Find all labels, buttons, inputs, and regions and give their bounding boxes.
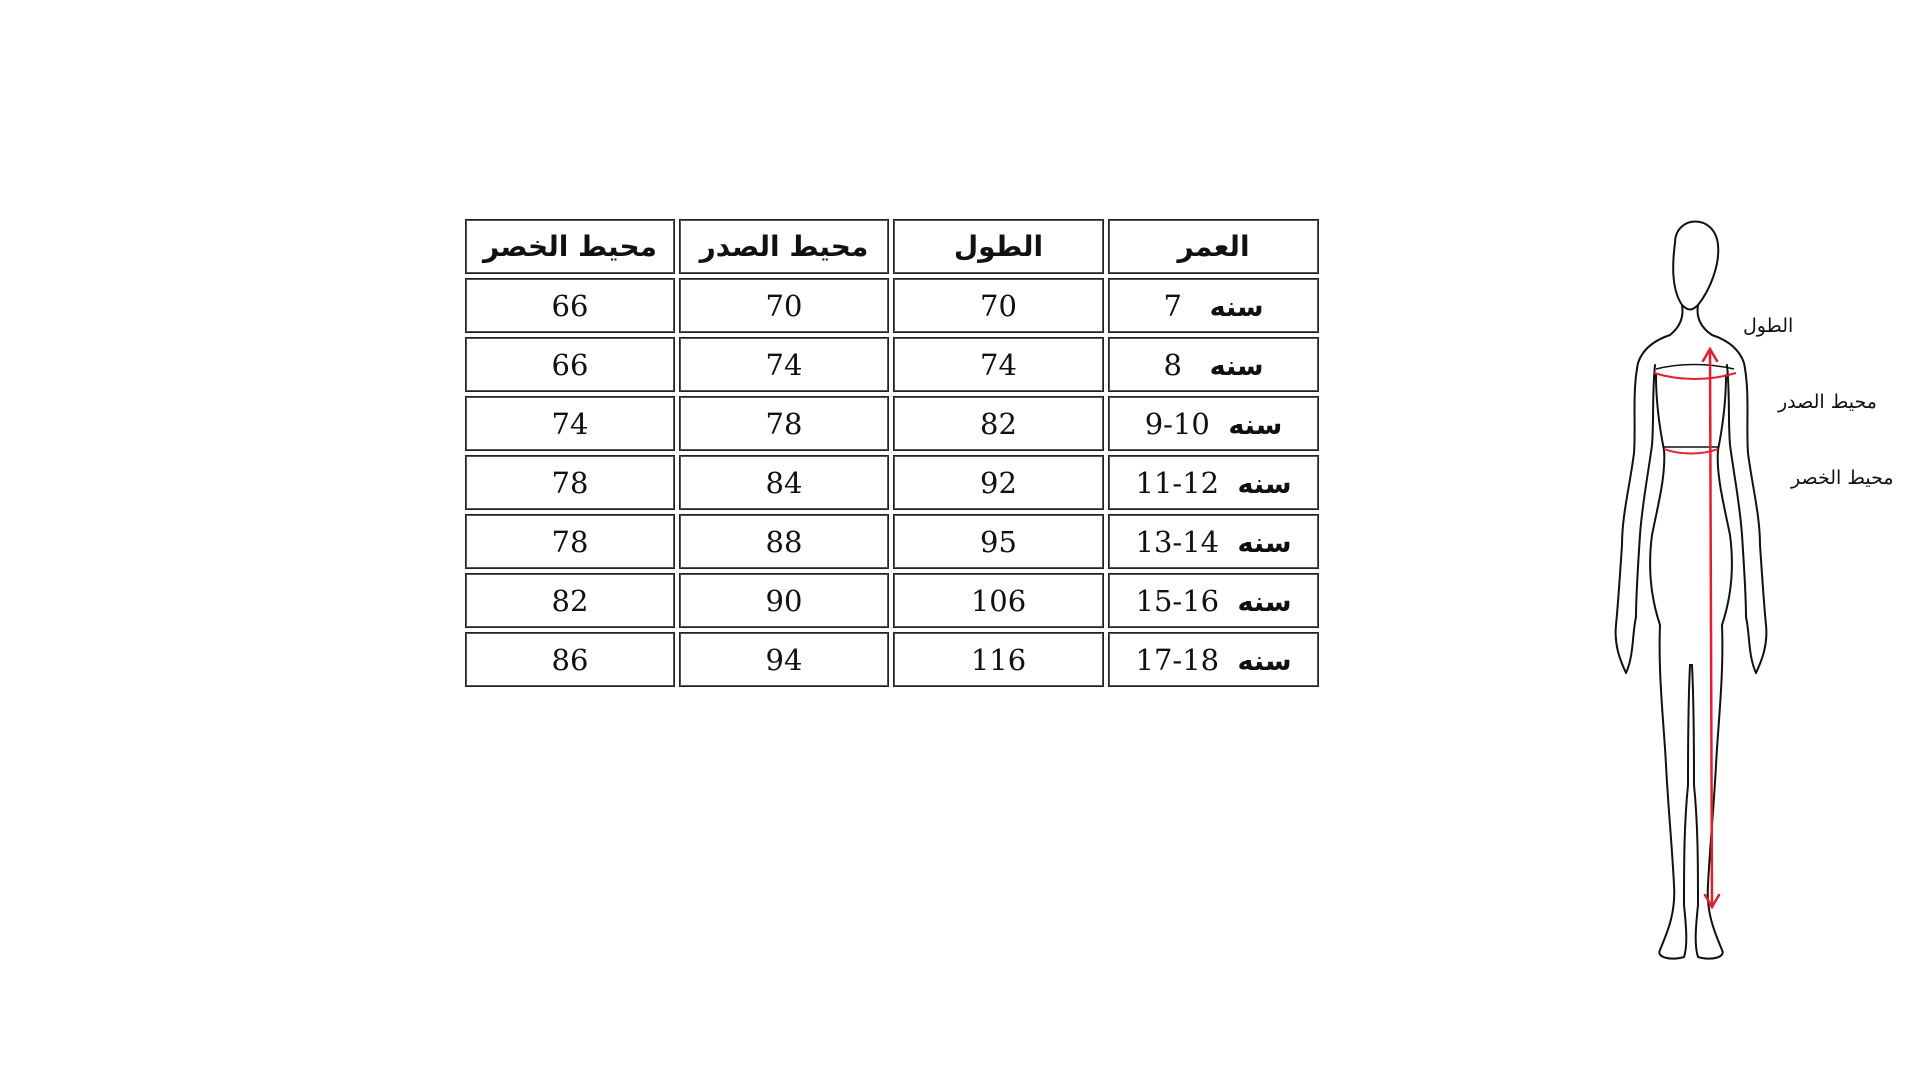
age-unit: سنه	[1237, 645, 1292, 677]
body-measurement-figure	[1560, 205, 1920, 1005]
size-chart-table	[461, 215, 1323, 691]
age-cell	[1108, 632, 1319, 687]
age-value: 17-18	[1135, 642, 1220, 677]
header-waist: محيط الخصر	[465, 219, 675, 274]
waist-cell: 82	[465, 573, 675, 628]
waist-cell: 74	[465, 396, 675, 451]
height-cell: 106	[893, 573, 1104, 628]
age-cell	[1108, 278, 1319, 333]
age-cell	[1108, 514, 1319, 569]
waist-cell: 78	[465, 455, 675, 510]
height-cell: 82	[893, 396, 1104, 451]
chest-cell: 94	[679, 632, 889, 687]
chest-cell: 84	[679, 455, 889, 510]
body-silhouette-icon	[1560, 205, 1920, 1005]
height-cell: 74	[893, 337, 1104, 392]
age-value: 11-12	[1135, 465, 1220, 500]
age-cell	[1108, 396, 1319, 451]
age-unit: سنه	[1237, 586, 1292, 618]
height-label: الطول	[1743, 315, 1794, 337]
header-age: العمر	[1108, 219, 1319, 274]
age-unit: سنه	[1237, 468, 1292, 500]
chest-cell: 70	[679, 278, 889, 333]
age-cell	[1108, 455, 1319, 510]
table-header-row	[465, 219, 1319, 274]
height-cell: 95	[893, 514, 1104, 569]
table-row	[465, 337, 1319, 392]
age-value: 15-16	[1135, 583, 1220, 618]
age-unit: سنه	[1228, 409, 1283, 441]
table-row	[465, 573, 1319, 628]
waist-label: محيط الخصر	[1791, 467, 1894, 489]
age-cell	[1108, 573, 1319, 628]
age-value: 13-14	[1135, 524, 1220, 559]
table-row	[465, 632, 1319, 687]
height-cell: 70	[893, 278, 1104, 333]
waist-cell: 78	[465, 514, 675, 569]
table-row	[465, 455, 1319, 510]
chest-label: محيط الصدر	[1778, 391, 1877, 413]
height-cell: 92	[893, 455, 1104, 510]
chest-measure-line	[1654, 373, 1736, 379]
age-value: 7	[1163, 288, 1182, 323]
table-row	[465, 278, 1319, 333]
header-chest: محيط الصدر	[679, 219, 889, 274]
height-cell: 116	[893, 632, 1104, 687]
waist-cell: 66	[465, 337, 675, 392]
waist-cell: 66	[465, 278, 675, 333]
height-measure-arrow	[1703, 349, 1719, 907]
chest-cell: 74	[679, 337, 889, 392]
chest-cell: 78	[679, 396, 889, 451]
waist-cell: 86	[465, 632, 675, 687]
age-unit: سنه	[1209, 291, 1264, 323]
table-row	[465, 396, 1319, 451]
head-outline	[1673, 222, 1718, 310]
age-value: 8	[1163, 347, 1182, 382]
table-row	[465, 514, 1319, 569]
age-cell	[1108, 337, 1319, 392]
age-unit: سنه	[1237, 527, 1292, 559]
age-value: 9-10	[1144, 406, 1210, 441]
chest-cell: 90	[679, 573, 889, 628]
age-unit: سنه	[1209, 350, 1264, 382]
chest-cell: 88	[679, 514, 889, 569]
header-height: الطول	[893, 219, 1104, 274]
